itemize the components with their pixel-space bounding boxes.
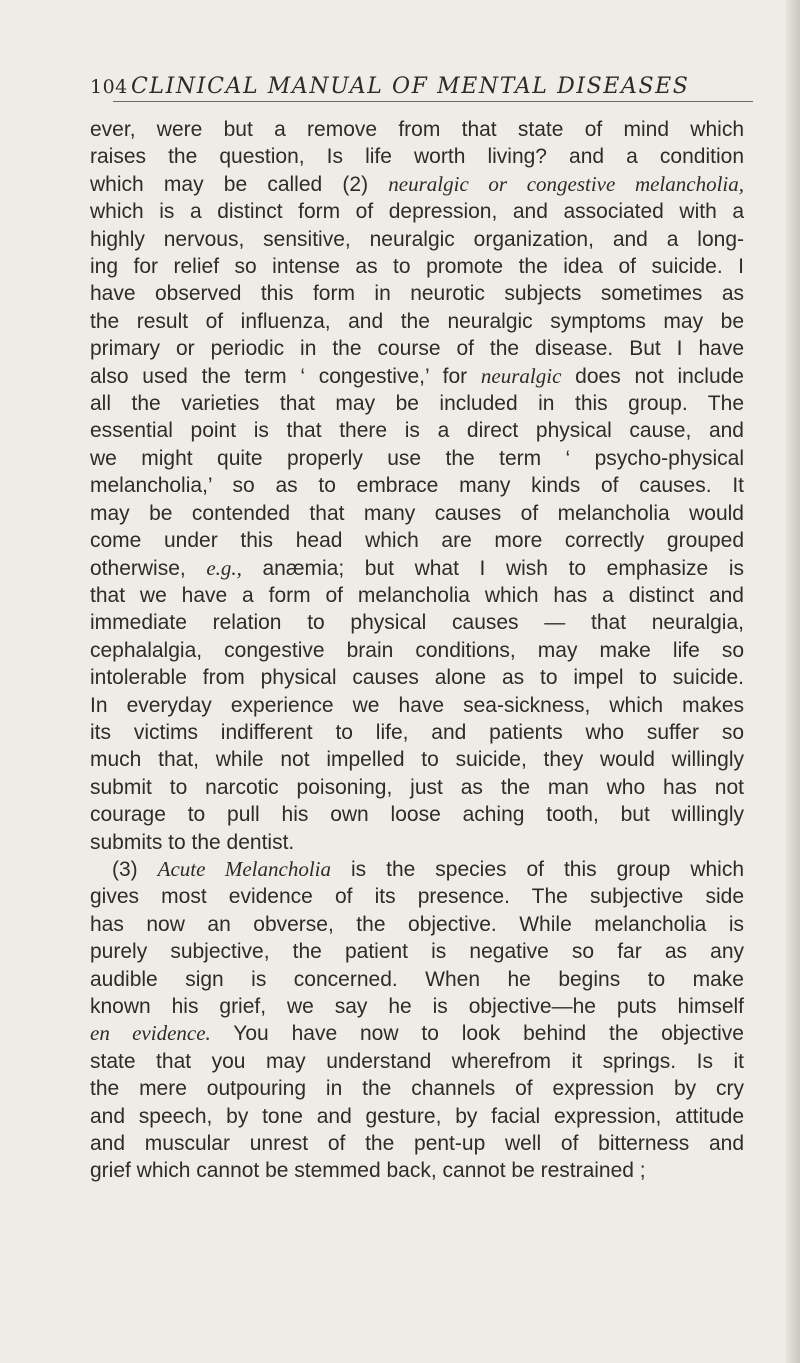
text-line xyxy=(90,637,744,664)
italic-text: en evidence. xyxy=(90,1021,211,1046)
text-line xyxy=(90,746,744,773)
text-segment: also used the term ‘ congestive,’ for xyxy=(90,364,481,388)
text-segment: may be contended that many causes of melancholia would xyxy=(90,501,744,525)
text-line xyxy=(90,801,744,828)
text-line xyxy=(90,966,744,993)
text-segment: much that, while not impelled to suicide, they would willingly xyxy=(90,748,744,772)
text-segment: which may be called (2) xyxy=(90,172,389,196)
body-text xyxy=(90,116,744,1185)
text-line xyxy=(90,1048,744,1075)
text-segment: ing for relief so intense as to promote the idea of suicide. I xyxy=(90,255,744,279)
text-segment: the result of influenza, and the neuralgic symptoms may be xyxy=(90,309,744,333)
text-line xyxy=(90,1075,744,1102)
text-segment: and muscular unrest of the pent-up well of bitterness and xyxy=(90,1132,744,1156)
text-segment: we might quite properly use the term ‘ psycho-physical xyxy=(90,446,744,470)
text-line xyxy=(90,582,744,609)
text-segment: anæmia; but what I wish to emphasize is xyxy=(241,556,744,580)
text-line xyxy=(90,1103,744,1130)
text-segment: cephalalgia, congestive brain conditions, may make life so xyxy=(90,638,744,662)
text-segment: all the varieties that may be included in this group. The xyxy=(90,392,744,416)
text-segment: ever, were but a remove from that state of mind which xyxy=(90,118,744,141)
text-segment: otherwise, xyxy=(90,556,207,580)
text-line xyxy=(90,1020,744,1047)
page-header xyxy=(90,74,750,108)
text-line xyxy=(90,253,744,280)
text-line xyxy=(90,116,744,143)
text-line xyxy=(90,472,744,499)
italic-text: e.g., xyxy=(206,555,242,580)
text-segment: melancholia,’ so as to embrace many kinds of causes. It xyxy=(90,474,744,498)
text-segment: submits to the dentist. xyxy=(90,830,295,854)
text-line xyxy=(90,335,744,362)
text-line xyxy=(90,363,744,390)
text-line xyxy=(90,911,744,938)
text-segment: essential point is that there is a direct physical cause, and xyxy=(90,419,744,443)
text-segment: courage to pull his own loose aching tooth, but willingly xyxy=(90,803,744,827)
header-rule xyxy=(113,101,753,102)
text-segment: have observed this form in neurotic subjects sometimes as xyxy=(90,282,744,306)
italic-text: Acute Melancholia xyxy=(157,856,331,881)
page-edge xyxy=(786,0,800,1363)
text-line xyxy=(90,993,744,1020)
text-segment: is the species of this group which xyxy=(331,857,745,881)
text-line xyxy=(90,555,744,582)
text-line xyxy=(90,829,744,856)
text-line xyxy=(90,390,744,417)
text-segment: intolerable from physical causes alone as to impel to suicide. xyxy=(90,666,744,690)
text-segment: highly nervous, sensitive, neuralgic organization, and a long- xyxy=(90,227,744,251)
text-segment: the mere outpouring in the channels of expression by cry xyxy=(90,1077,744,1101)
text-line xyxy=(90,609,744,636)
text-line xyxy=(90,527,744,554)
text-line xyxy=(90,664,744,691)
text-segment: audible sign is concerned. When he begins to make xyxy=(90,967,744,991)
text-segment: gives most evidence of its presence. The subjective side xyxy=(90,885,744,909)
text-line xyxy=(90,883,744,910)
text-line xyxy=(90,143,744,170)
page-number: 104 xyxy=(90,76,128,98)
text-line xyxy=(90,280,744,307)
text-segment: and speech, by tone and gesture, by facial expression, attitude xyxy=(90,1104,744,1128)
text-segment: purely subjective, the patient is negative so far as any xyxy=(90,940,744,964)
italic-text: neuralgic or congestive melancholia, xyxy=(388,171,745,196)
text-line xyxy=(90,692,744,719)
text-segment: (3) xyxy=(112,857,158,881)
text-segment: In everyday experience we have sea-sickness, which makes xyxy=(90,693,744,717)
text-line xyxy=(90,938,744,965)
text-segment: come under this head which are more correctly grouped xyxy=(90,529,744,553)
text-segment: which is a distinct form of depression, and associated with a xyxy=(90,200,744,224)
text-line xyxy=(90,719,744,746)
text-segment: You have now to look behind the objective xyxy=(210,1022,744,1046)
text-line xyxy=(90,500,744,527)
text-segment: that we have a form of melancholia which has a distinct and xyxy=(90,583,744,607)
text-line xyxy=(90,774,744,801)
text-line xyxy=(90,445,744,472)
text-segment: immediate relation to physical causes — that neuralgia, xyxy=(90,611,744,635)
italic-text: neuralgic xyxy=(480,363,562,388)
text-line xyxy=(90,308,744,335)
text-segment: state that you may understand wherefrom it springs. Is it xyxy=(90,1049,744,1073)
running-title: CLINICAL MANUAL OF MENTAL DISEASES xyxy=(131,74,690,99)
text-segment: known his grief, we say he is objective—he puts himself xyxy=(90,995,744,1018)
text-segment: does not include xyxy=(561,364,744,388)
text-segment: raises the question, Is life worth living? and a condition xyxy=(90,145,744,169)
text-line xyxy=(90,1130,744,1157)
text-segment: has now an obverse, the objective. While melancholia is xyxy=(90,912,744,936)
text-segment: grief which cannot be stemmed back, cannot be restrained ; xyxy=(90,1159,646,1183)
text-line xyxy=(90,1157,744,1184)
text-line xyxy=(90,198,744,225)
text-segment: its victims indifferent to life, and patients who suffer so xyxy=(90,720,744,744)
text-segment: submit to narcotic poisoning, just as the man who has not xyxy=(90,775,744,799)
text-line xyxy=(90,856,744,883)
text-line xyxy=(90,417,744,444)
text-line xyxy=(90,226,744,253)
text-line xyxy=(90,171,744,198)
text-segment: primary or periodic in the course of the disease. But I have xyxy=(90,337,744,361)
